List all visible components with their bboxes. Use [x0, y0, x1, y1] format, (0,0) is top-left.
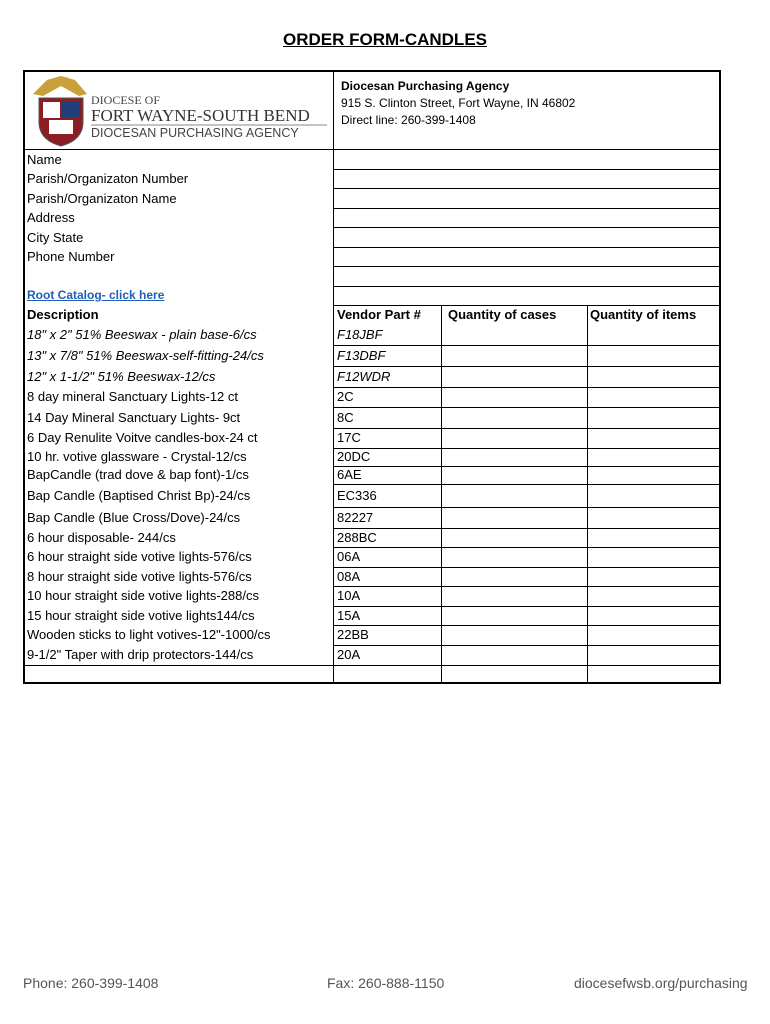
info-input[interactable]	[334, 169, 721, 188]
item-description: 18" x 2" 51% Beeswax - plain base-6/cs	[27, 327, 257, 342]
qty-items-input[interactable]	[588, 547, 721, 567]
info-row	[25, 228, 721, 247]
item-description: BapCandle (trad dove & bap font)-1/cs	[27, 467, 249, 482]
qty-items-input[interactable]	[588, 407, 721, 428]
info-label: Address	[27, 210, 75, 225]
qty-items-input[interactable]	[588, 466, 721, 484]
item-description: 13" x 7/8" 51% Beeswax-self-fitting-24/cs	[27, 348, 264, 363]
table-row	[25, 547, 721, 567]
qty-cases-input[interactable]	[442, 407, 587, 428]
catalog-row	[25, 286, 721, 305]
info-row	[25, 169, 721, 188]
agency-info	[341, 78, 575, 129]
item-description: 15 hour straight side votive lights144/cs	[27, 608, 255, 623]
qty-items-input[interactable]	[588, 625, 721, 645]
info-input[interactable]	[334, 228, 721, 247]
diocese-crest-icon	[33, 76, 87, 146]
item-part-number: 6AE	[337, 467, 362, 482]
table-row	[25, 428, 721, 448]
qty-cases-input[interactable]	[442, 448, 587, 466]
info-input[interactable]	[334, 189, 721, 208]
item-part-number: 8C	[337, 410, 354, 425]
svg-text:DIOCESE OF: DIOCESE OF	[91, 93, 161, 107]
qty-items-input[interactable]	[588, 387, 721, 407]
column-header-qty-items: Quantity of items	[590, 307, 697, 322]
item-description: 8 hour straight side votive lights-576/cs	[27, 569, 252, 584]
qty-cases-input[interactable]	[442, 645, 587, 665]
item-description: Bap Candle (Blue Cross/Dove)-24/cs	[27, 510, 241, 525]
table-row	[25, 366, 721, 387]
item-part-number: F18JBF	[337, 327, 383, 342]
qty-cases-input[interactable]	[442, 387, 587, 407]
column-headers	[25, 305, 721, 325]
item-description: 6 hour straight side votive lights-576/cs	[27, 549, 252, 564]
qty-cases-input[interactable]	[442, 366, 587, 387]
info-input[interactable]	[334, 208, 721, 227]
item-part-number: 20A	[337, 647, 361, 662]
diocese-logo	[27, 74, 331, 148]
table-row	[25, 586, 721, 606]
item-description: Wooden sticks to light votives-12"-1000/cs	[27, 627, 271, 642]
qty-items-input[interactable]	[588, 567, 721, 586]
table-row	[25, 387, 721, 407]
item-description: 9-1/2" Taper with drip protectors-144/cs	[27, 647, 254, 662]
item-part-number: 288BC	[337, 530, 377, 545]
svg-text:FORT WAYNE-SOUTH BEND: FORT WAYNE-SOUTH BEND	[91, 106, 310, 125]
qty-cases-input[interactable]	[442, 528, 587, 547]
qty-cases-input[interactable]	[442, 428, 587, 448]
info-row	[25, 208, 721, 227]
qty-cases-input[interactable]	[442, 466, 587, 484]
qty-items-input[interactable]	[588, 484, 721, 507]
qty-cases-input[interactable]	[442, 507, 587, 528]
catalog-link[interactable]: Root Catalog- click here	[27, 288, 165, 302]
qty-cases-input[interactable]	[442, 606, 587, 625]
qty-items-input[interactable]	[588, 428, 721, 448]
table-row	[25, 625, 721, 645]
qty-cases-input[interactable]	[442, 586, 587, 606]
item-description: 6 hour disposable- 244/cs	[27, 530, 176, 545]
page-title: ORDER FORM-CANDLES	[283, 30, 487, 49]
item-part-number: 10A	[337, 588, 361, 603]
qty-items-input[interactable]	[588, 606, 721, 625]
column-header-description: Description	[27, 307, 99, 322]
item-part-number: 08A	[337, 569, 361, 584]
info-row	[25, 189, 721, 208]
agency-phone: Direct line: 260-399-1408	[341, 113, 476, 127]
item-part-number: 15A	[337, 608, 361, 623]
item-description: 14 Day Mineral Sanctuary Lights- 9ct	[27, 410, 241, 425]
table-row	[25, 606, 721, 625]
item-part-number: F13DBF	[337, 348, 386, 363]
info-label: City State	[27, 230, 84, 245]
column-header-vendor-part: Vendor Part #	[337, 307, 421, 322]
item-part-number: 17C	[337, 430, 361, 445]
qty-items-input[interactable]	[588, 507, 721, 528]
column-header-qty-cases: Quantity of cases	[448, 307, 557, 322]
item-description: 10 hour straight side votive lights-288/cs	[27, 588, 259, 603]
table-row	[25, 407, 721, 428]
qty-items-input[interactable]	[588, 366, 721, 387]
qty-items-input[interactable]	[588, 345, 721, 366]
qty-items-input[interactable]	[588, 325, 721, 345]
info-row	[25, 267, 721, 286]
item-part-number: 20DC	[337, 449, 371, 464]
info-input[interactable]	[334, 267, 721, 286]
agency-address: 915 S. Clinton Street, Fort Wayne, IN 46802	[341, 96, 576, 110]
qty-cases-input[interactable]	[442, 484, 587, 507]
item-part-number: F12WDR	[337, 369, 391, 384]
qty-cases-input[interactable]	[442, 345, 587, 366]
info-row	[25, 150, 721, 169]
item-part-number: 22BB	[337, 627, 369, 642]
table-row	[25, 507, 721, 528]
table-row	[25, 484, 721, 507]
item-description: 8 day mineral Sanctuary Lights-12 ct	[27, 389, 238, 404]
table-row	[25, 528, 721, 547]
table-row	[25, 567, 721, 586]
item-part-number: 06A	[337, 549, 361, 564]
info-label: Parish/Organizaton Name	[27, 191, 177, 206]
qty-cases-input[interactable]	[442, 547, 587, 567]
item-part-number: 82227	[337, 510, 374, 525]
svg-text:DIOCESAN PURCHASING AGENCY: DIOCESAN PURCHASING AGENCY	[91, 126, 299, 140]
info-input[interactable]	[334, 150, 721, 169]
item-description: 10 hr. votive glassware - Crystal-12/cs	[27, 449, 247, 464]
header-divider	[333, 72, 334, 150]
item-description: Bap Candle (Baptised Christ Bp)-24/cs	[27, 488, 251, 503]
table-row	[25, 466, 721, 484]
qty-cases-input[interactable]	[442, 625, 587, 645]
info-label: Phone Number	[27, 249, 115, 264]
agency-name: Diocesan Purchasing Agency	[341, 79, 510, 93]
item-description: 12" x 1-1/2" 51% Beeswax-12/cs	[27, 369, 216, 384]
footer-phone: Phone: 260-399-1408	[23, 975, 159, 991]
table-row	[25, 325, 721, 345]
table-row	[25, 645, 721, 665]
qty-items-input[interactable]	[588, 586, 721, 606]
table-row	[25, 448, 721, 466]
info-input[interactable]	[334, 247, 721, 266]
table-row	[25, 345, 721, 366]
qty-cases-input[interactable]	[442, 325, 587, 345]
qty-items-input[interactable]	[588, 645, 721, 665]
footer-web: diocesefwsb.org/purchasing	[574, 975, 748, 991]
order-form	[23, 70, 721, 684]
item-part-number: EC336	[337, 488, 377, 503]
qty-cases-input[interactable]	[442, 567, 587, 586]
info-label: Name	[27, 152, 62, 167]
qty-items-input[interactable]	[588, 528, 721, 547]
footer-fax: Fax: 260-888-1150	[327, 975, 445, 991]
qty-items-input[interactable]	[588, 448, 721, 466]
info-label: Parish/Organizaton Number	[27, 171, 189, 186]
info-row	[25, 247, 721, 266]
item-description: 6 Day Renulite Voitve candles-box-24 ct	[27, 430, 258, 445]
item-part-number: 2C	[337, 389, 354, 404]
